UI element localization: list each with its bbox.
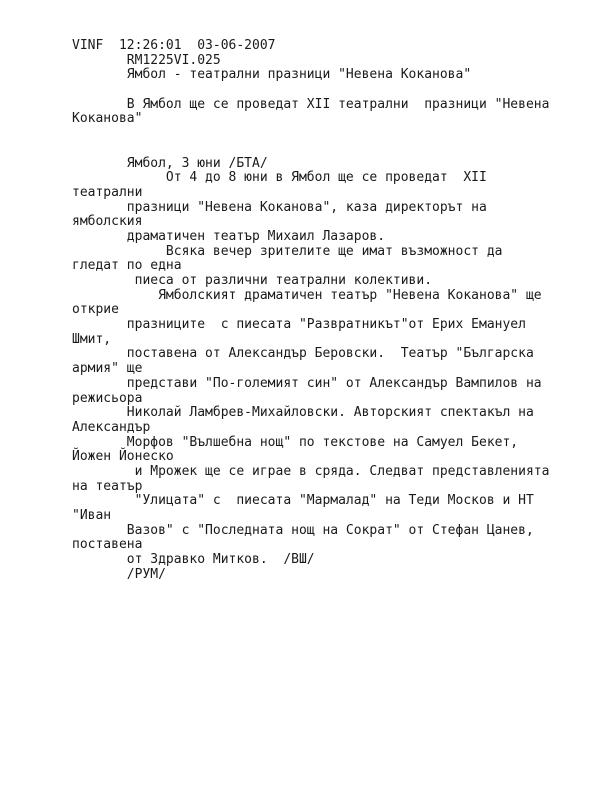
text-line: и Мрожек ще се играе в сряда. Следват представленията [72, 463, 550, 479]
text-line: поставена [72, 537, 143, 553]
text-line: гледат по една [72, 258, 182, 274]
text-line: "Улицата" с пиесата "Мармалад" на Теди Москов и НТ [72, 493, 534, 509]
text-line: Ямболският драматичен театър "Невена Коканова" ще [72, 287, 542, 303]
text-line: празниците с пиесата "Развратникът"от Ерих Емануел [72, 317, 526, 333]
text-line: драматичен театър Михаил Лазаров. [72, 228, 386, 244]
text-line: поставена от Александър Беровски. Театър "Българска [72, 346, 534, 362]
text-line: VINF 12:26:01 03-06-2007 [72, 38, 276, 53]
document-text [72, 39, 549, 582]
text-line [72, 127, 549, 142]
text-line: Коканова" [72, 111, 143, 127]
text-line: на театър [72, 478, 143, 494]
text-line: В Ямбол ще се проведат XII театрални празници "Невена [72, 96, 550, 112]
text-line: представи "По-големият син" от Александър Вампилов на [72, 375, 542, 391]
text-line: от Здравко Митков. /ВШ/ [72, 552, 315, 568]
text-line: празници "Невена Коканова", каза директорът на [72, 199, 487, 215]
text-line: Ямбол - театрални празници "Невена Коканова" [72, 67, 472, 83]
text-line: RM1225VI.025 [72, 52, 221, 68]
text-line: "Иван [72, 508, 112, 523]
text-line: Александър [72, 419, 151, 435]
text-line: /РУМ/ [72, 566, 166, 582]
text-line: Вазов" с "Последната нощ на Сократ" от Стефан Цанев, [72, 522, 534, 538]
text-line [72, 142, 549, 157]
text-line: армия" ще [72, 361, 143, 377]
text-line [72, 83, 549, 98]
text-line: Йожен Йонеско [72, 449, 174, 465]
text-line: Всяка вечер зрителите ще имат възможност да [72, 243, 503, 259]
text-line: режисьора [72, 390, 143, 406]
text-line: театрални [72, 184, 143, 200]
text-line: Николай Ламбрев-Михайловски. Авторският спектакъл на [72, 405, 534, 421]
text-line: ямболския [72, 214, 143, 230]
text-line: Ямбол, 3 юни /БТА/ [72, 155, 268, 171]
text-line: открие [72, 302, 119, 318]
text-line: Шмит, [72, 331, 112, 347]
text-line: пиеса от различни театрални колективи. [72, 273, 433, 288]
text-line: Морфов "Вълшебна нощ" по текстове на Самуел Бекет, [72, 434, 519, 450]
text-line: От 4 до 8 юни в Ямбол ще се проведат XII [72, 170, 487, 186]
